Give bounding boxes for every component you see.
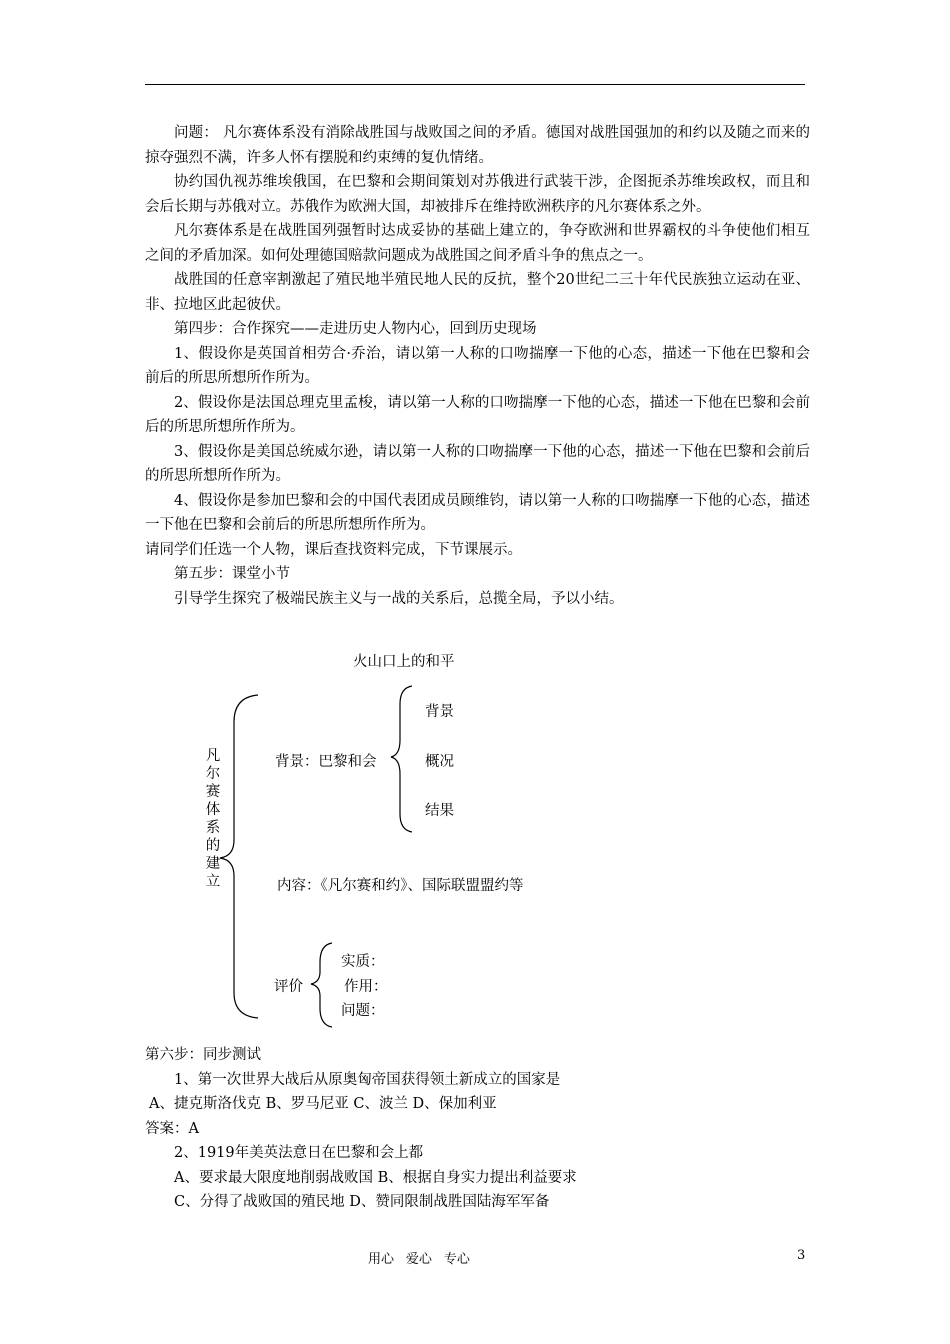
background-item: 背景: [425, 704, 454, 720]
background-label: 背景：巴黎和会: [275, 754, 377, 770]
diagram-title: 火山口上的和平: [353, 654, 455, 670]
root-char: 体: [205, 802, 221, 818]
footer-motto: 用心 爱心 专心: [368, 1252, 470, 1267]
body-text: [145, 121, 810, 611]
summary-intro: 引导学生探究了极端民族主义与一战的关系后，总揽全局，予以小结。: [174, 590, 624, 607]
evaluation-problem: 问题：: [341, 1003, 385, 1019]
task-4: 4、假设你是参加巴黎和会的中国代表团成员顾维钧，请以第一人称的口吻揣摩一下他的心态，描述一下他在巴黎和会前后的所思所想所作所为。: [145, 492, 810, 533]
evaluation-brace: [311, 943, 332, 1027]
root-char: 建: [205, 856, 221, 872]
paragraph-compromise: 凡尔赛体系是在战胜国列强暂时达成妥协的基础上建立的，争夺欧洲和世界霸权的斗争使他们相互之间的矛盾加深。如何处理德国赔款问题成为战胜国之间矛盾斗争的焦点之一。: [145, 223, 810, 264]
paragraph-soviet: 协约国仇视苏维埃俄国，在巴黎和会期间策划对苏俄进行武装干涉，企图扼杀苏维埃政权，而且和会后长期与苏俄对立。苏俄作为欧洲大国，却被排斥在维持欧洲秩序的凡尔赛体系之外。: [145, 174, 810, 215]
evaluation-label: 评价: [274, 979, 303, 995]
evaluation-essence: 实质：: [341, 954, 385, 970]
task-1: 1、假设你是英国首相劳合·乔治，请以第一人称的口吻揣摩一下他的心态，描述一下他在巴黎和会前后的所思所想所作所为。: [145, 345, 810, 386]
question-1-options: A、捷克斯洛伐克 B、罗马尼亚 C、波兰 D、保加利亚: [149, 1096, 497, 1112]
step4-heading: 第四步：合作探究——走进历史人物内心，回到历史现场: [174, 321, 537, 337]
question-2-options-2: C、分得了战败国的殖民地 D、赞同限制战胜国陆海军军备: [174, 1194, 550, 1210]
result-item: 结果: [425, 803, 454, 819]
page-number: 3: [797, 1248, 806, 1263]
root-char: 凡: [205, 748, 221, 764]
root-char: 赛: [205, 784, 221, 800]
evaluation-role: 作用：: [344, 979, 388, 995]
root-char: 立: [205, 874, 221, 890]
question-2-options-1: A、要求最大限度地削弱战败国 B、根据自身实力提出利益要求: [174, 1169, 577, 1186]
root-char: 系: [205, 820, 221, 836]
main-brace: [220, 695, 258, 1018]
root-char: 尔: [205, 766, 221, 782]
diagram-root-label: [204, 747, 222, 891]
question-1: 1、第一次世界大战后从原奥匈帝国获得领土新成立的国家是: [174, 1071, 561, 1088]
assignment-note: 请同学们任选一个人物，课后查找资料完成，下节课展示。: [145, 541, 522, 558]
header-rule: [145, 84, 805, 85]
question-1-answer: 答案：A: [145, 1120, 199, 1137]
background-brace: [391, 686, 412, 832]
step5-heading: 第五步：课堂小节: [174, 566, 290, 582]
task-2: 2、假设你是法国总理克里孟梭，请以第一人称的口吻揣摩一下他的心态，描述一下他在巴黎和会前后的所思所想所作所为。: [145, 394, 810, 435]
task-3: 3、假设你是美国总统威尔逊，请以第一人称的口吻揣摩一下他的心态，描述一下他在巴黎和会前后的所思所想所作所为。: [145, 443, 810, 484]
paragraph-problem: 问题： 凡尔赛体系没有消除战胜国与战败国之间的矛盾。德国对战胜国强加的和约以及随之而来的掠夺强烈不满，许多人怀有摆脱和约束缚的复仇情绪。: [145, 125, 810, 166]
root-char: 的: [205, 838, 221, 854]
content-label: 内容：《凡尔赛和约》、国际联盟盟约等: [277, 878, 524, 894]
question-2: 2、1919年美英法意日在巴黎和会上都: [174, 1145, 424, 1161]
overview-item: 概况: [425, 754, 454, 770]
paragraph-colonies: 战胜国的任意宰割激起了殖民地半殖民地人民的反抗，整个20世纪二三十年代民族独立运动在亚、非、拉地区此起彼伏。: [145, 272, 810, 313]
step6-heading: 第六步：同步测试: [145, 1047, 261, 1063]
test-section: [145, 1043, 810, 1215]
